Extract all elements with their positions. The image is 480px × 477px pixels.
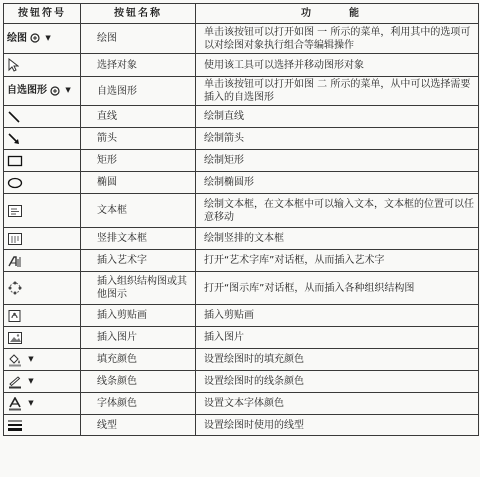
button-name: 绘图 — [81, 24, 196, 54]
table-row — [4, 371, 479, 393]
button-name: 箭头 — [81, 128, 196, 150]
table-row — [4, 415, 479, 436]
line-icon — [7, 110, 21, 124]
button-function: 插入图片 — [196, 327, 479, 349]
button-name: 插入组织结构图或其他图示 — [81, 272, 196, 305]
table-row — [4, 250, 479, 272]
button-function: 设置绘图时使用的线型 — [196, 415, 479, 436]
button-function: 绘制直线 — [196, 106, 479, 128]
button-name: 矩形 — [81, 150, 196, 172]
button-function: 绘制箭头 — [196, 128, 479, 150]
button-function: 绘制竖排的文本框 — [196, 228, 479, 250]
draw-menu-icon: 绘图 ▼ — [7, 32, 51, 44]
button-name: 椭圆 — [81, 172, 196, 194]
button-name: 插入图片 — [81, 327, 196, 349]
button-name: 填充颜色 — [81, 349, 196, 371]
picture-icon — [7, 331, 23, 345]
table-row — [4, 150, 479, 172]
table-row — [4, 172, 479, 194]
table-row — [4, 305, 479, 327]
table-row — [4, 106, 479, 128]
header-symbol: 按钮符号 — [4, 4, 81, 24]
table-row — [4, 194, 479, 228]
button-name: 字体颜色 — [81, 393, 196, 415]
button-name: 选择对象 — [81, 54, 196, 77]
table-row — [4, 228, 479, 250]
table-row — [4, 24, 479, 54]
table-row — [4, 272, 479, 305]
button-function: 绘制文本框，在文本框中可以输入文本，文本框的位置可以任意移动 — [196, 194, 479, 228]
table-row — [4, 349, 479, 371]
button-function: 使用该工具可以选择并移动图形对象 — [196, 54, 479, 77]
button-name: 自选图形 — [81, 77, 196, 106]
rectangle-icon — [7, 154, 23, 168]
line-color-icon: ▼ — [7, 375, 34, 389]
button-function: 打开“图示库”对话框，从而插入各种组织结构图 — [196, 272, 479, 305]
table-row — [4, 77, 479, 106]
fill-color-icon: ▼ — [7, 353, 34, 367]
autoshapes-menu-icon: 自选图形 ▼ — [7, 85, 71, 97]
oval-icon — [7, 176, 23, 190]
select-objects-cursor-icon — [7, 58, 19, 72]
button-function: 打开“艺术字库”对话框，从而插入艺术字 — [196, 250, 479, 272]
button-name: 线型 — [81, 415, 196, 436]
button-function: 绘制矩形 — [196, 150, 479, 172]
button-name: 线条颜色 — [81, 371, 196, 393]
button-function: 单击该按钮可以打开如图 一 所示的菜单，利用其中的选项可以对绘图对象执行组合等编辑操作 — [196, 24, 479, 54]
button-function: 单击该按钮可以打开如图 二 所示的菜单，从中可以选择需要插入的自选图形 — [196, 77, 479, 106]
diagram-icon — [7, 280, 23, 296]
line-style-icon — [7, 418, 23, 432]
button-name: 插入剪贴画 — [81, 305, 196, 327]
button-function: 插入剪贴画 — [196, 305, 479, 327]
drawing-toolbar-buttons-table — [3, 3, 479, 436]
button-function: 设置绘图时的线条颜色 — [196, 371, 479, 393]
button-function: 设置文本字体颜色 — [196, 393, 479, 415]
font-color-icon: ▼ — [7, 397, 34, 411]
button-name: 竖排文本框 — [81, 228, 196, 250]
table-row — [4, 54, 479, 77]
table-row — [4, 327, 479, 349]
table-header-row — [4, 4, 479, 24]
table-row — [4, 128, 479, 150]
table-row — [4, 393, 479, 415]
header-function: 功 能 — [196, 4, 479, 24]
wordart-icon — [7, 254, 23, 268]
clip-art-icon — [7, 309, 23, 323]
button-name: 直线 — [81, 106, 196, 128]
button-function: 绘制椭圆形 — [196, 172, 479, 194]
header-name: 按钮名称 — [81, 4, 196, 24]
arrow-icon — [7, 132, 21, 146]
vertical-text-box-icon — [7, 232, 23, 246]
button-function: 设置绘图时的填充颜色 — [196, 349, 479, 371]
button-name: 插入艺术字 — [81, 250, 196, 272]
button-name: 文本框 — [81, 194, 196, 228]
text-box-icon — [7, 204, 23, 218]
